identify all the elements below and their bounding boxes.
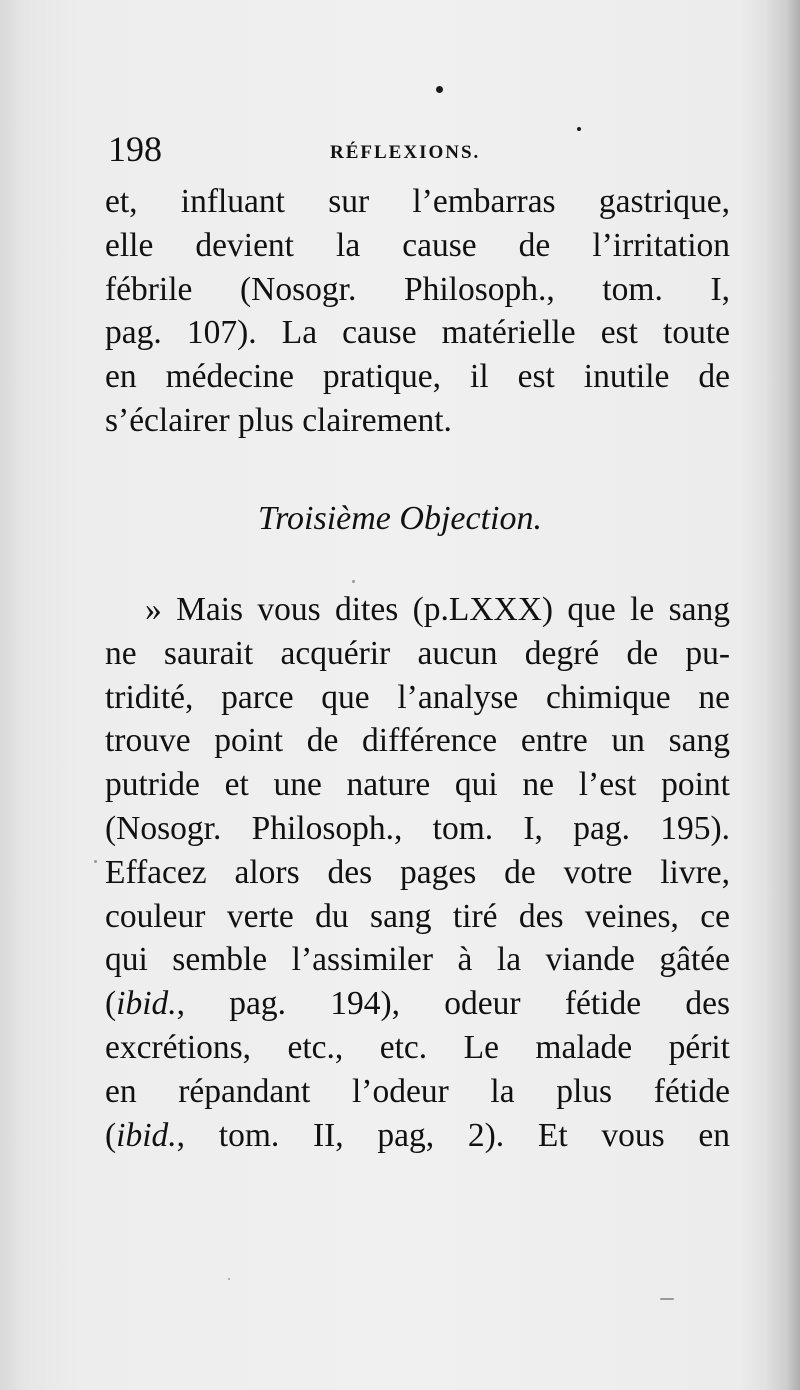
text-line: qui semble l’assimiler à la viande gâtée xyxy=(105,941,730,979)
text-line: et, influant sur l’embarras gastrique, xyxy=(105,183,730,220)
running-head: RÉFLEXIONS. xyxy=(330,142,481,163)
text-line: (Nosogr. Philosoph., tom. I, pag. 195). xyxy=(105,809,730,847)
ibid-rest: , pag. 194), odeur fétide des xyxy=(176,985,730,1023)
section-title: Troisième Objection. xyxy=(258,500,542,537)
text-line: en médecine pratique, il est inutile de xyxy=(105,358,730,396)
paragraph-1 xyxy=(105,180,730,443)
text-line: Effacez alors des pages de votre livre, xyxy=(105,853,730,891)
text-line-ibid: (ibid., pag. 194), odeur fétide des xyxy=(105,985,730,1023)
page-number: 198 xyxy=(108,129,162,169)
ibid-italic: ibid. xyxy=(116,985,177,1023)
text-line: fébrile (Nosogr. Philosoph., tom. I, xyxy=(105,270,730,308)
ibid-italic: ibid. xyxy=(116,1116,177,1154)
page-header xyxy=(108,128,668,168)
text-line: s’éclairer plus clairement. xyxy=(105,401,452,439)
text-line: trouve point de différence entre un sang xyxy=(105,722,730,760)
paragraph-2 xyxy=(105,588,730,1157)
text-line: en répandant l’odeur la plus fétide xyxy=(105,1072,730,1110)
text-line: putride et une nature qui ne l’est point xyxy=(105,766,730,804)
text-line: » Mais vous dites (p.LXXX) que le sang xyxy=(145,591,730,628)
text-line: pag. 107). La cause matérielle est toute xyxy=(105,314,730,352)
text-line: ne saurait acquérir aucun degré de pu- xyxy=(105,634,730,672)
text-line: couleur verte du sang tiré des veines, ce xyxy=(105,897,730,935)
page-edge-shadow xyxy=(766,0,800,1390)
ink-speck xyxy=(436,86,443,93)
text-line: elle devient la cause de l’irritation xyxy=(105,226,730,264)
text-line: tridité, parce que l’analyse chimique ne xyxy=(105,678,730,716)
text-line: excrétions, etc., etc. Le malade périt xyxy=(105,1028,730,1066)
text-line-ibid: (ibid., tom. II, pag, 2). Et vous en xyxy=(105,1116,730,1154)
ibid-rest: , tom. II, pag, 2). Et vous en xyxy=(176,1116,730,1154)
